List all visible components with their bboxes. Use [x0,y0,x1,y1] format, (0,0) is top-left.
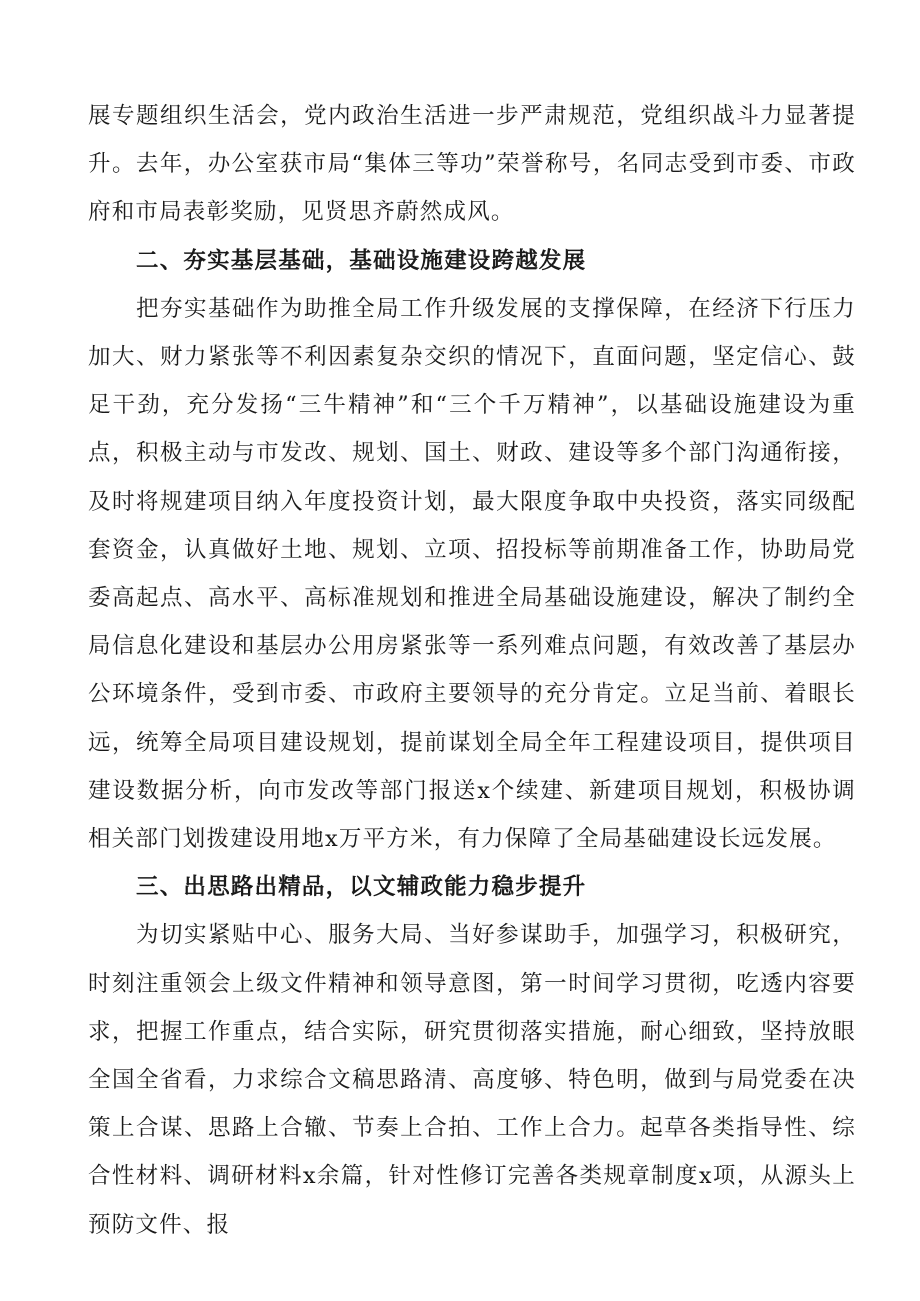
document-page [88,92,856,1249]
section-2-body: 把夯实基础作为助推全局工作升级发展的支撑保障，在经济下行压力加大、财力紧张等不利因素复杂交织的情况下，直面问题，坚定信心、鼓足干劲，充分发扬“三牛精神”和“三个千万精神”，以基础设施建设为重点，积极主动与市发改、规划、国土、财政、建设等多个部门沟通衔接，及时将规建项目纳入年度投资计划，最大限度争取中央投资，落实同级配套资金，认真做好土地、规划、立项、招投标等前期准备工作，协助局党委高起点、高水平、高标准规划和推进全局基础设施建设，解决了制约全局信息化建设和基层办公用房紧张等一系列难点问题，有效改善了基层办公环境条件，受到市委、市政府主要领导的充分肯定。立足当前、着眼长远，统筹全局项目建设规划，提前谋划全局全年工程建设项目，提供项目建设数据分析，向市发改等部门报送x个续建、新建项目规划，积极协调相关部门划拨建设用地x万平方米，有力保障了全局基础建设长远发展。 [88,295,856,853]
paragraph-continuation: 展专题组织生活会，党内政治生活进一步严肃规范，党组织战斗力显著提升。去年，办公室获市局“集体三等功”荣誉称号，名同志受到市委、市政府和市局表彰奖励，见贤思齐蔚然成风。 [88,103,856,226]
section-heading-3: 三、出思路出精品，以文辅政能力稳步提升 [136,874,587,901]
section-heading-2: 二、夯实基层基础，基础设施建设跨越发展 [136,247,587,274]
section-3-body: 为切实紧贴中心、服务大局、当好参谋助手，加强学习，积极研究，时刻注重领会上级文件精神和领导意图，第一时间学习贯彻，吃透内容要求，把握工作重点，结合实际，研究贯彻落实措施，耐心细致，坚持放眼全国全省看，力求综合文稿思路清、高度够、特色明，做到与局党委在决策上合谋、思路上合辙、节奏上合拍、工作上合力。起草各类指导性、综合性材料、调研材料x余篇，针对性修订完善各类规章制度x项，从源头上预防文件、报 [88,922,856,1238]
